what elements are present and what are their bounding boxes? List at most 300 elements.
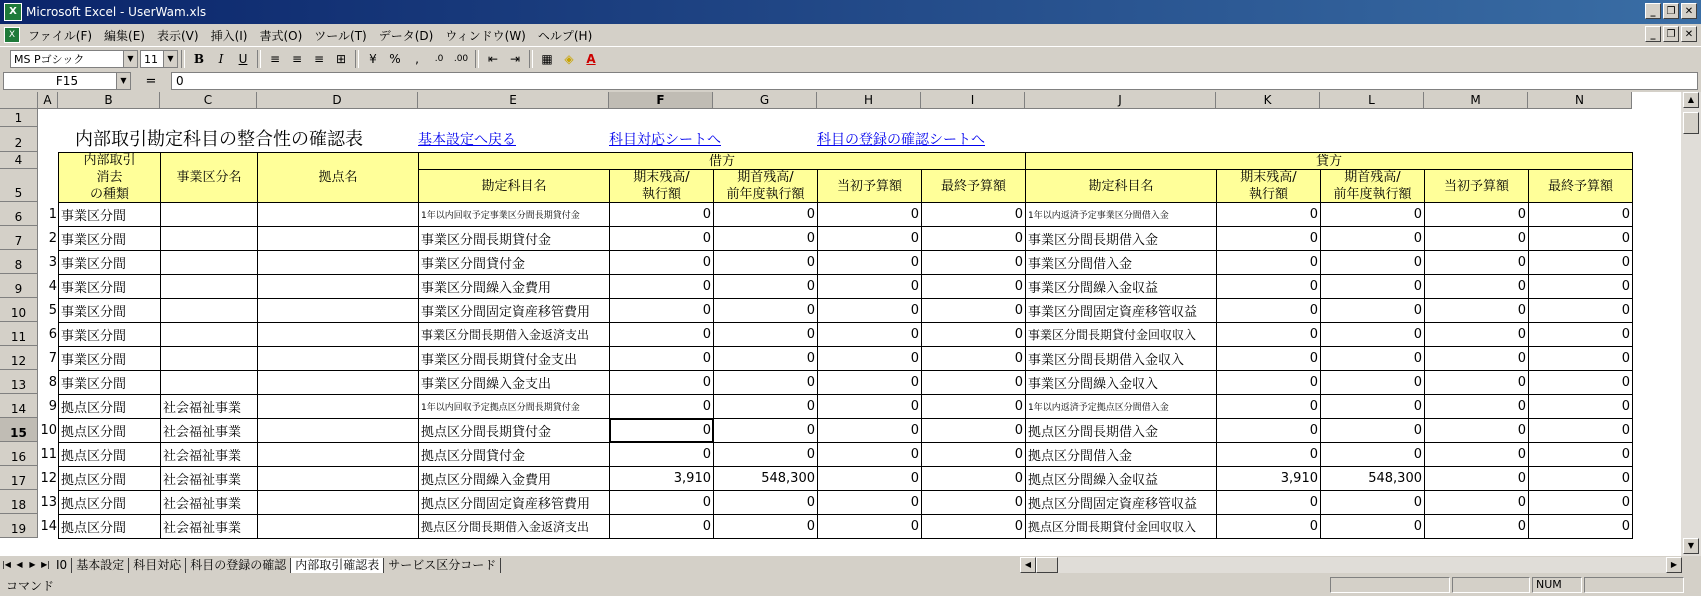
debit-final-budget-cell[interactable]: 0 bbox=[921, 346, 1026, 371]
division-cell[interactable]: 社会福祉事業 bbox=[160, 442, 258, 467]
credit-begin-balance-cell[interactable]: 0 bbox=[1320, 250, 1425, 275]
font-color-icon[interactable]: A bbox=[586, 52, 596, 66]
font-size-select[interactable] bbox=[140, 50, 178, 68]
base-cell[interactable] bbox=[257, 370, 419, 395]
debit-final-budget-cell[interactable]: 0 bbox=[921, 322, 1026, 347]
debit-initial-budget-cell[interactable]: 0 bbox=[817, 466, 922, 491]
row-header[interactable]: 7 bbox=[0, 226, 38, 250]
division-cell[interactable]: 社会福祉事業 bbox=[160, 514, 258, 539]
division-cell[interactable] bbox=[160, 322, 258, 347]
credit-initial-budget-cell[interactable]: 0 bbox=[1424, 370, 1529, 395]
credit-account-cell[interactable]: 拠点区分間長期借入金 bbox=[1025, 418, 1217, 443]
close-button[interactable]: ✕ bbox=[1681, 3, 1697, 19]
doc-restore-button[interactable]: ❐ bbox=[1663, 26, 1679, 42]
credit-initial-budget-cell[interactable]: 0 bbox=[1424, 394, 1529, 419]
tab-internal-transaction[interactable]: 内部取引確認表 bbox=[291, 558, 384, 573]
row-header[interactable]: 9 bbox=[0, 274, 38, 298]
restore-button[interactable]: ❐ bbox=[1663, 3, 1679, 19]
debit-account-cell[interactable]: 事業区分間固定資産移管費用 bbox=[418, 298, 610, 323]
debit-end-balance-cell[interactable]: 0 bbox=[609, 298, 714, 323]
row-number-cell[interactable]: 11 bbox=[40, 447, 57, 462]
row-number-cell[interactable]: 10 bbox=[40, 423, 57, 438]
row-header[interactable]: 4 bbox=[0, 152, 38, 169]
debit-end-balance-cell[interactable]: 0 bbox=[609, 322, 714, 347]
credit-initial-budget-cell[interactable]: 0 bbox=[1424, 226, 1529, 251]
column-header[interactable]: M bbox=[1424, 92, 1528, 109]
header-final-budget: 最終予算額 bbox=[1528, 169, 1633, 203]
row-header[interactable]: 13 bbox=[0, 370, 38, 394]
credit-final-budget-cell[interactable]: 0 bbox=[1528, 370, 1633, 395]
debit-initial-budget-cell[interactable]: 0 bbox=[817, 442, 922, 467]
type-cell[interactable]: 拠点区分間 bbox=[58, 442, 161, 467]
row-number-cell[interactable]: 8 bbox=[48, 375, 57, 390]
debit-account-cell[interactable]: 事業区分間長期貸付金支出 bbox=[418, 346, 610, 371]
fill-color-icon[interactable]: ◈ bbox=[564, 52, 574, 66]
scroll-thumb[interactable] bbox=[1683, 112, 1699, 134]
type-cell[interactable]: 拠点区分間 bbox=[58, 514, 161, 539]
credit-begin-balance-cell[interactable]: 0 bbox=[1320, 274, 1425, 299]
scroll-right-icon[interactable]: ▶ bbox=[1666, 557, 1682, 573]
italic-icon[interactable]: I bbox=[218, 52, 224, 66]
credit-initial-budget-cell[interactable]: 0 bbox=[1424, 418, 1529, 443]
decrease-indent-icon[interactable]: ⇤ bbox=[487, 52, 499, 66]
menu-format[interactable]: 書式(O) bbox=[259, 28, 303, 43]
debit-end-balance-cell[interactable]: 0 bbox=[609, 346, 714, 371]
division-cell[interactable] bbox=[160, 370, 258, 395]
credit-final-budget-cell[interactable]: 0 bbox=[1528, 514, 1633, 539]
base-cell[interactable] bbox=[257, 250, 419, 275]
credit-end-balance-cell[interactable]: 3,910 bbox=[1216, 466, 1321, 491]
sheet-title: 内部取引勘定科目の整合性の確認表 bbox=[75, 129, 363, 150]
credit-end-balance-cell[interactable]: 0 bbox=[1216, 490, 1321, 515]
debit-end-balance-cell[interactable]: 3,910 bbox=[609, 466, 714, 491]
header-base-name: 拠点名 bbox=[257, 152, 419, 203]
credit-initial-budget-cell[interactable]: 0 bbox=[1424, 322, 1529, 347]
credit-final-budget-cell[interactable]: 0 bbox=[1528, 394, 1633, 419]
base-cell[interactable] bbox=[257, 202, 419, 227]
column-header[interactable]: L bbox=[1320, 92, 1424, 109]
menu-tools[interactable]: ツール(T) bbox=[314, 28, 367, 43]
tab-service-code[interactable]: サービス区分コード bbox=[384, 558, 501, 573]
credit-end-balance-cell[interactable]: 0 bbox=[1216, 250, 1321, 275]
base-cell[interactable] bbox=[257, 490, 419, 515]
debit-account-cell[interactable]: 拠点区分間貸付金 bbox=[418, 442, 610, 467]
credit-begin-balance-cell[interactable]: 0 bbox=[1320, 418, 1425, 443]
credit-account-cell[interactable]: 拠点区分間長期貸付金回収収入 bbox=[1025, 514, 1217, 539]
division-cell[interactable] bbox=[160, 298, 258, 323]
division-cell[interactable]: 社会福祉事業 bbox=[160, 394, 258, 419]
credit-initial-budget-cell[interactable]: 0 bbox=[1424, 346, 1529, 371]
credit-final-budget-cell[interactable]: 0 bbox=[1528, 202, 1633, 227]
currency-icon[interactable]: ¥ bbox=[369, 52, 377, 66]
base-cell[interactable] bbox=[257, 394, 419, 419]
column-header[interactable]: F bbox=[609, 92, 713, 109]
debit-end-balance-cell[interactable]: 0 bbox=[609, 370, 714, 395]
debit-account-cell[interactable]: 事業区分間長期貸付金 bbox=[418, 226, 610, 251]
doc-minimize-button[interactable]: _ bbox=[1645, 26, 1661, 42]
type-cell[interactable]: 事業区分間 bbox=[58, 346, 161, 371]
debit-final-budget-cell[interactable]: 0 bbox=[921, 274, 1026, 299]
base-cell[interactable] bbox=[257, 274, 419, 299]
base-cell[interactable] bbox=[257, 346, 419, 371]
debit-end-balance-cell[interactable]: 0 bbox=[609, 442, 714, 467]
type-cell[interactable]: 拠点区分間 bbox=[58, 466, 161, 491]
credit-end-balance-cell[interactable]: 0 bbox=[1216, 298, 1321, 323]
header-debit: 借方 bbox=[418, 152, 1026, 170]
division-cell[interactable] bbox=[160, 202, 258, 227]
row-number-cell[interactable]: 6 bbox=[48, 327, 57, 342]
hscroll-thumb[interactable] bbox=[1036, 557, 1058, 573]
credit-begin-balance-cell[interactable]: 548,300 bbox=[1320, 466, 1425, 491]
row-header[interactable]: 11 bbox=[0, 322, 38, 346]
debit-initial-budget-cell[interactable]: 0 bbox=[817, 490, 922, 515]
debit-initial-budget-cell[interactable]: 0 bbox=[817, 298, 922, 323]
credit-initial-budget-cell[interactable]: 0 bbox=[1424, 490, 1529, 515]
credit-begin-balance-cell[interactable]: 0 bbox=[1320, 202, 1425, 227]
align-right-icon[interactable]: ≡ bbox=[313, 52, 325, 66]
credit-end-balance-cell[interactable]: 0 bbox=[1216, 514, 1321, 539]
credit-final-budget-cell[interactable]: 0 bbox=[1528, 322, 1633, 347]
vertical-scrollbar[interactable] bbox=[1681, 92, 1701, 556]
division-cell[interactable] bbox=[160, 274, 258, 299]
increase-decimal-icon[interactable]: .0 bbox=[434, 54, 444, 64]
sheet-link[interactable]: 基本設定へ戻る bbox=[418, 132, 516, 148]
debit-final-budget-cell[interactable]: 0 bbox=[921, 394, 1026, 419]
debit-account-cell[interactable]: 拠点区分間固定資産移管費用 bbox=[418, 490, 610, 515]
debit-initial-budget-cell[interactable]: 0 bbox=[817, 370, 922, 395]
debit-begin-balance-cell[interactable]: 0 bbox=[713, 226, 818, 251]
tab-registration-check[interactable]: 科目の登録の確認 bbox=[186, 558, 291, 573]
division-cell[interactable] bbox=[160, 250, 258, 275]
credit-initial-budget-cell[interactable]: 0 bbox=[1424, 442, 1529, 467]
credit-account-cell[interactable]: 事業区分間長期借入金収入 bbox=[1025, 346, 1217, 371]
credit-initial-budget-cell[interactable]: 0 bbox=[1424, 466, 1529, 491]
row-number-cell[interactable]: 14 bbox=[40, 519, 57, 534]
row-header[interactable]: 6 bbox=[0, 202, 38, 226]
credit-end-balance-cell[interactable]: 0 bbox=[1216, 322, 1321, 347]
base-cell[interactable] bbox=[257, 442, 419, 467]
debit-end-balance-cell[interactable]: 0 bbox=[609, 274, 714, 299]
credit-begin-balance-cell[interactable]: 0 bbox=[1320, 490, 1425, 515]
header-begin-balance: 期首残高/ 前年度執行額 bbox=[713, 169, 818, 203]
row-header[interactable]: 19 bbox=[0, 514, 38, 538]
debit-begin-balance-cell[interactable]: 0 bbox=[713, 346, 818, 371]
credit-account-cell[interactable]: 事業区分間繰入金収入 bbox=[1025, 370, 1217, 395]
debit-initial-budget-cell[interactable]: 0 bbox=[817, 250, 922, 275]
debit-end-balance-cell[interactable]: 0 bbox=[609, 226, 714, 251]
menu-insert[interactable]: 挿入(I) bbox=[210, 28, 248, 43]
column-header[interactable]: C bbox=[160, 92, 257, 109]
row-number-cell[interactable]: 1 bbox=[48, 207, 57, 222]
debit-final-budget-cell[interactable]: 0 bbox=[921, 226, 1026, 251]
sheet-link[interactable]: 科目の登録の確認シートへ bbox=[817, 132, 985, 148]
merge-center-icon[interactable]: ⊞ bbox=[335, 52, 347, 66]
formatting-toolbar bbox=[0, 46, 1701, 71]
credit-final-budget-cell[interactable]: 0 bbox=[1528, 346, 1633, 371]
debit-end-balance-cell[interactable]: 0 bbox=[609, 514, 714, 539]
credit-begin-balance-cell[interactable]: 0 bbox=[1320, 442, 1425, 467]
division-cell[interactable]: 社会福祉事業 bbox=[160, 466, 258, 491]
menu-view[interactable]: 表示(V) bbox=[156, 28, 199, 43]
debit-final-budget-cell[interactable]: 0 bbox=[921, 202, 1026, 227]
debit-account-cell[interactable]: 1年以内回収予定拠点区分間長期貸付金 bbox=[418, 394, 610, 419]
debit-begin-balance-cell[interactable]: 0 bbox=[713, 250, 818, 275]
debit-end-balance-cell[interactable]: 0 bbox=[609, 490, 714, 515]
row-number-cell[interactable]: 2 bbox=[48, 231, 57, 246]
division-cell[interactable]: 社会福祉事業 bbox=[160, 418, 258, 443]
credit-account-cell[interactable]: 拠点区分間借入金 bbox=[1025, 442, 1217, 467]
menu-edit[interactable]: 編集(E) bbox=[104, 28, 145, 43]
column-header[interactable]: H bbox=[817, 92, 921, 109]
credit-account-cell[interactable]: 1年以内返済予定拠点区分間借入金 bbox=[1025, 394, 1217, 419]
sheet-link[interactable]: 科目対応シートへ bbox=[609, 132, 721, 148]
debit-initial-budget-cell[interactable]: 0 bbox=[817, 346, 922, 371]
base-cell[interactable] bbox=[257, 298, 419, 323]
credit-initial-budget-cell[interactable]: 0 bbox=[1424, 250, 1529, 275]
credit-initial-budget-cell[interactable]: 0 bbox=[1424, 298, 1529, 323]
debit-end-balance-cell[interactable]: 0 bbox=[609, 418, 714, 443]
debit-begin-balance-cell[interactable]: 0 bbox=[713, 490, 818, 515]
debit-begin-balance-cell[interactable]: 548,300 bbox=[713, 466, 818, 491]
column-header[interactable]: K bbox=[1216, 92, 1320, 109]
type-cell[interactable]: 事業区分間 bbox=[58, 250, 161, 275]
credit-final-budget-cell[interactable]: 0 bbox=[1528, 466, 1633, 491]
next-sheet-icon[interactable]: ▶ bbox=[29, 560, 36, 569]
menu-help[interactable]: ヘルプ(H) bbox=[537, 28, 593, 43]
font-name-select[interactable] bbox=[10, 50, 138, 68]
credit-end-balance-cell[interactable]: 0 bbox=[1216, 202, 1321, 227]
row-number-cell[interactable]: 9 bbox=[48, 399, 57, 414]
type-cell[interactable]: 事業区分間 bbox=[58, 226, 161, 251]
debit-final-budget-cell[interactable]: 0 bbox=[921, 298, 1026, 323]
credit-begin-balance-cell[interactable]: 0 bbox=[1320, 514, 1425, 539]
type-cell[interactable]: 事業区分間 bbox=[58, 370, 161, 395]
debit-account-cell[interactable]: 拠点区分間長期貸付金 bbox=[418, 418, 610, 443]
percent-icon[interactable]: % bbox=[389, 52, 401, 66]
type-cell[interactable]: 事業区分間 bbox=[58, 274, 161, 299]
credit-initial-budget-cell[interactable]: 0 bbox=[1424, 202, 1529, 227]
formula-input[interactable]: 0 bbox=[171, 72, 1698, 90]
row-number-cell[interactable]: 4 bbox=[48, 279, 57, 294]
debit-begin-balance-cell[interactable]: 0 bbox=[713, 322, 818, 347]
row-header[interactable]: 8 bbox=[0, 250, 38, 274]
debit-initial-budget-cell[interactable]: 0 bbox=[817, 226, 922, 251]
base-cell[interactable] bbox=[257, 514, 419, 539]
debit-account-cell[interactable]: 拠点区分間長期借入金返済支出 bbox=[418, 514, 610, 539]
base-cell[interactable] bbox=[257, 418, 419, 443]
debit-final-budget-cell[interactable]: 0 bbox=[921, 514, 1026, 539]
credit-end-balance-cell[interactable]: 0 bbox=[1216, 418, 1321, 443]
debit-begin-balance-cell[interactable]: 0 bbox=[713, 418, 818, 443]
debit-final-budget-cell[interactable]: 0 bbox=[921, 418, 1026, 443]
debit-begin-balance-cell[interactable]: 0 bbox=[713, 514, 818, 539]
debit-account-cell[interactable]: 事業区分間貸付金 bbox=[418, 250, 610, 275]
row-number-cell[interactable]: 3 bbox=[48, 255, 57, 270]
debit-account-cell[interactable]: 1年以内回収予定事業区分間長期貸付金 bbox=[418, 202, 610, 227]
type-cell[interactable]: 事業区分間 bbox=[58, 322, 161, 347]
scroll-down-icon[interactable]: ▼ bbox=[1683, 538, 1699, 554]
row-number-cell[interactable]: 13 bbox=[40, 495, 57, 510]
debit-initial-budget-cell[interactable]: 0 bbox=[817, 418, 922, 443]
credit-account-cell[interactable]: 事業区分間繰入金収益 bbox=[1025, 274, 1217, 299]
column-header[interactable]: D bbox=[257, 92, 418, 109]
worksheet-grid[interactable] bbox=[0, 92, 1681, 556]
prev-sheet-icon[interactable]: ◀ bbox=[16, 560, 23, 569]
debit-begin-balance-cell[interactable]: 0 bbox=[713, 202, 818, 227]
division-cell[interactable]: 社会福祉事業 bbox=[160, 490, 258, 515]
comma-icon[interactable]: , bbox=[415, 52, 419, 66]
credit-end-balance-cell[interactable]: 0 bbox=[1216, 394, 1321, 419]
column-header[interactable]: A bbox=[38, 92, 58, 109]
credit-final-budget-cell[interactable]: 0 bbox=[1528, 418, 1633, 443]
row-header[interactable]: 5 bbox=[0, 169, 38, 202]
tab-account-mapping[interactable]: 科目対応 bbox=[129, 558, 186, 573]
credit-account-cell[interactable]: 事業区分間長期貸付金回収収入 bbox=[1025, 322, 1217, 347]
header-account: 勘定科目名 bbox=[1025, 169, 1217, 203]
debit-begin-balance-cell[interactable]: 0 bbox=[713, 298, 818, 323]
credit-final-budget-cell[interactable]: 0 bbox=[1528, 226, 1633, 251]
column-header[interactable]: N bbox=[1528, 92, 1632, 109]
scroll-up-icon[interactable]: ▲ bbox=[1683, 92, 1699, 108]
debit-account-cell[interactable]: 事業区分間繰入金費用 bbox=[418, 274, 610, 299]
base-cell[interactable] bbox=[257, 322, 419, 347]
type-cell[interactable]: 拠点区分間 bbox=[58, 490, 161, 515]
select-all-corner[interactable] bbox=[0, 92, 38, 109]
debit-account-cell[interactable]: 事業区分間繰入金支出 bbox=[418, 370, 610, 395]
credit-final-budget-cell[interactable]: 0 bbox=[1528, 298, 1633, 323]
credit-end-balance-cell[interactable]: 0 bbox=[1216, 226, 1321, 251]
base-cell[interactable] bbox=[257, 226, 419, 251]
column-header[interactable]: G bbox=[713, 92, 817, 109]
debit-final-budget-cell[interactable]: 0 bbox=[921, 442, 1026, 467]
row-header[interactable]: 17 bbox=[0, 466, 38, 490]
credit-initial-budget-cell[interactable]: 0 bbox=[1424, 274, 1529, 299]
title-bar bbox=[0, 0, 1701, 24]
credit-end-balance-cell[interactable]: 0 bbox=[1216, 370, 1321, 395]
row-header[interactable]: 16 bbox=[0, 442, 38, 466]
tab-i0[interactable]: I0 bbox=[52, 558, 72, 573]
credit-begin-balance-cell[interactable]: 0 bbox=[1320, 346, 1425, 371]
debit-account-cell[interactable]: 事業区分間長期借入金返済支出 bbox=[418, 322, 610, 347]
debit-initial-budget-cell[interactable]: 0 bbox=[817, 274, 922, 299]
column-header[interactable]: J bbox=[1025, 92, 1216, 109]
credit-account-cell[interactable]: 事業区分間長期借入金 bbox=[1025, 226, 1217, 251]
decrease-decimal-icon[interactable]: .00 bbox=[453, 54, 469, 64]
row-number-cell[interactable]: 12 bbox=[40, 471, 57, 486]
division-cell[interactable] bbox=[160, 346, 258, 371]
credit-end-balance-cell[interactable]: 0 bbox=[1216, 442, 1321, 467]
credit-begin-balance-cell[interactable]: 0 bbox=[1320, 322, 1425, 347]
credit-account-cell[interactable]: 事業区分間借入金 bbox=[1025, 250, 1217, 275]
debit-end-balance-cell[interactable]: 0 bbox=[609, 394, 714, 419]
credit-account-cell[interactable]: 事業区分間固定資産移管収益 bbox=[1025, 298, 1217, 323]
row-header[interactable]: 10 bbox=[0, 298, 38, 322]
debit-begin-balance-cell[interactable]: 0 bbox=[713, 370, 818, 395]
workbook-icon[interactable]: X bbox=[4, 27, 20, 43]
excel-icon: X bbox=[4, 3, 22, 21]
minimize-button[interactable]: _ bbox=[1645, 3, 1661, 19]
column-header[interactable]: I bbox=[921, 92, 1025, 109]
menu-data[interactable]: データ(D) bbox=[378, 28, 434, 43]
debit-end-balance-cell[interactable]: 0 bbox=[609, 202, 714, 227]
scroll-left-icon[interactable]: ◀ bbox=[1020, 557, 1036, 573]
last-sheet-icon[interactable]: ▶| bbox=[41, 560, 50, 569]
division-cell[interactable] bbox=[160, 226, 258, 251]
header-begin-balance: 期首残高/ 前年度執行額 bbox=[1320, 169, 1425, 203]
horizontal-scrollbar[interactable] bbox=[1020, 557, 1682, 573]
credit-end-balance-cell[interactable]: 0 bbox=[1216, 346, 1321, 371]
debit-initial-budget-cell[interactable]: 0 bbox=[817, 394, 922, 419]
menu-window[interactable]: ウィンドウ(W) bbox=[445, 28, 526, 43]
align-left-icon[interactable]: ≡ bbox=[269, 52, 281, 66]
row-header[interactable]: 2 bbox=[0, 127, 38, 152]
name-box[interactable] bbox=[3, 72, 131, 90]
row-header[interactable]: 14 bbox=[0, 394, 38, 418]
credit-final-budget-cell[interactable]: 0 bbox=[1528, 442, 1633, 467]
row-number-cell[interactable]: 5 bbox=[48, 303, 57, 318]
debit-account-cell[interactable]: 拠点区分間繰入金費用 bbox=[418, 466, 610, 491]
debit-final-budget-cell[interactable]: 0 bbox=[921, 490, 1026, 515]
menu-bar bbox=[0, 24, 1701, 46]
credit-account-cell[interactable]: 1年以内返済予定事業区分間借入金 bbox=[1025, 202, 1217, 227]
credit-begin-balance-cell[interactable]: 0 bbox=[1320, 370, 1425, 395]
doc-close-button[interactable]: ✕ bbox=[1681, 26, 1697, 42]
debit-initial-budget-cell[interactable]: 0 bbox=[817, 514, 922, 539]
debit-end-balance-cell[interactable]: 0 bbox=[609, 250, 714, 275]
credit-account-cell[interactable]: 拠点区分間繰入金収益 bbox=[1025, 466, 1217, 491]
row-header[interactable]: 12 bbox=[0, 346, 38, 370]
type-cell[interactable]: 事業区分間 bbox=[58, 298, 161, 323]
row-number-cell[interactable]: 7 bbox=[48, 351, 57, 366]
row-header[interactable]: 1 bbox=[0, 109, 38, 127]
credit-final-budget-cell[interactable]: 0 bbox=[1528, 490, 1633, 515]
row-header[interactable]: 15 bbox=[0, 418, 38, 442]
header-end-balance: 期末残高/ 執行額 bbox=[609, 169, 714, 203]
type-cell[interactable]: 拠点区分間 bbox=[58, 394, 161, 419]
credit-final-budget-cell[interactable]: 0 bbox=[1528, 274, 1633, 299]
credit-begin-balance-cell[interactable]: 0 bbox=[1320, 226, 1425, 251]
credit-begin-balance-cell[interactable]: 0 bbox=[1320, 298, 1425, 323]
menu-file[interactable]: ファイル(F) bbox=[28, 28, 93, 43]
first-sheet-icon[interactable]: |◀ bbox=[2, 560, 11, 569]
bold-icon[interactable]: B bbox=[193, 52, 205, 66]
column-header[interactable]: B bbox=[58, 92, 160, 109]
credit-account-cell[interactable]: 拠点区分間固定資産移管収益 bbox=[1025, 490, 1217, 515]
align-center-icon[interactable]: ≡ bbox=[291, 52, 303, 66]
tab-basic-settings[interactable]: 基本設定 bbox=[72, 558, 129, 573]
debit-final-budget-cell[interactable]: 0 bbox=[921, 370, 1026, 395]
credit-end-balance-cell[interactable]: 0 bbox=[1216, 274, 1321, 299]
credit-final-budget-cell[interactable]: 0 bbox=[1528, 250, 1633, 275]
type-cell[interactable]: 事業区分間 bbox=[58, 202, 161, 227]
debit-begin-balance-cell[interactable]: 0 bbox=[713, 394, 818, 419]
credit-begin-balance-cell[interactable]: 0 bbox=[1320, 394, 1425, 419]
debit-initial-budget-cell[interactable]: 0 bbox=[817, 202, 922, 227]
underline-icon[interactable]: U bbox=[238, 52, 248, 66]
increase-indent-icon[interactable]: ⇥ bbox=[509, 52, 521, 66]
debit-initial-budget-cell[interactable]: 0 bbox=[817, 322, 922, 347]
borders-icon[interactable]: ▦ bbox=[541, 52, 553, 66]
type-cell[interactable]: 拠点区分間 bbox=[58, 418, 161, 443]
row-header[interactable]: 18 bbox=[0, 490, 38, 514]
debit-begin-balance-cell[interactable]: 0 bbox=[713, 442, 818, 467]
credit-initial-budget-cell[interactable]: 0 bbox=[1424, 514, 1529, 539]
column-header[interactable]: E bbox=[418, 92, 609, 109]
debit-final-budget-cell[interactable]: 0 bbox=[921, 250, 1026, 275]
debit-final-budget-cell[interactable]: 0 bbox=[921, 466, 1026, 491]
debit-begin-balance-cell[interactable]: 0 bbox=[713, 274, 818, 299]
base-cell[interactable] bbox=[257, 466, 419, 491]
